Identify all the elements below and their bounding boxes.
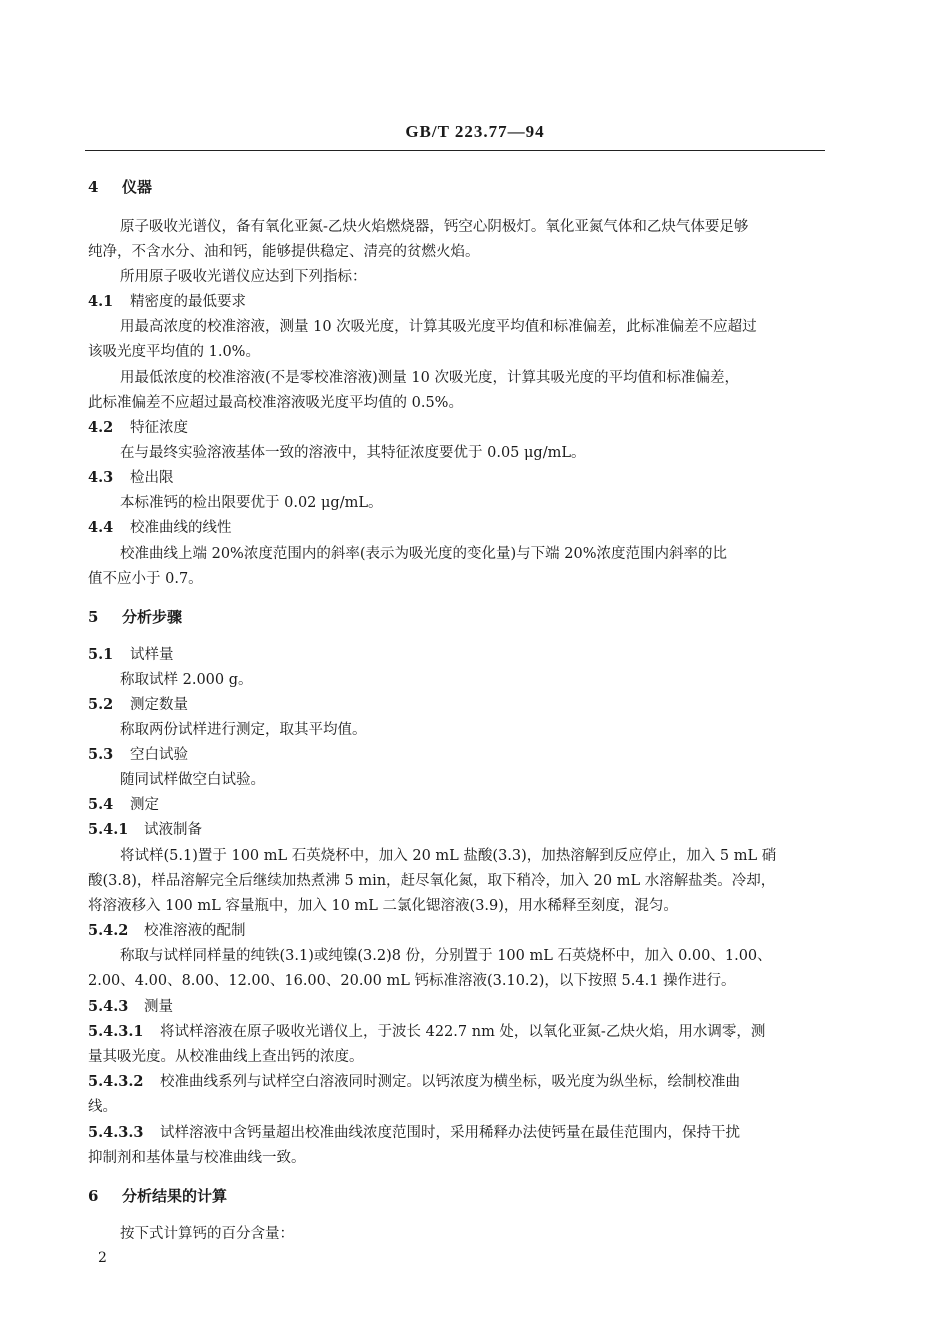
paragraph: 2.00、4.00、8.00、12.00、16.00、20.00 mL 钙标准溶液(3.10.2)，以下按照 5.4.1 操作进行。 [88,973,736,989]
section-5-4-3-1: 5.4.3.1 将试样溶液在原子吸收光谱仪上，于波长 422.7 nm 处，以氧化亚氮-乙炔火焰，用水调零，测 [88,1023,766,1040]
paragraph: 用最高浓度的校准溶液，测量 10 次吸光度，计算其吸光度平均值和标准偏差，此标准偏差不应超过 [120,319,757,335]
header-rule [85,150,825,151]
section-6-heading: 6 分析结果的计算 [88,1187,228,1205]
section-4-4-heading: 4.4 校准曲线的线性 [88,519,232,536]
page-header: GB/T 223.77—94 [405,122,545,141]
paragraph: 称取两份试样进行测定，取其平均值。 [120,722,367,738]
paragraph: 酸(3.8)，样品溶解完全后继续加热煮沸 5 min，赶尽氧化氮，取下稍冷，加入 20 mL 水溶解盐类。冷却， [88,873,776,889]
section-5-4-3-heading: 5.4.3 测量 [88,998,173,1015]
section-5-4-heading: 5.4 测定 [88,796,159,813]
paragraph: 原子吸收光谱仪，备有氧化亚氮-乙炔火焰燃烧器，钙空心阴极灯。氧化亚氮气体和乙炔气体要足够 [120,219,749,235]
section-5-4-1-heading: 5.4.1 试液制备 [88,821,202,838]
paragraph: 按下式计算钙的百分含量： [120,1226,294,1242]
paragraph: 称取试样 2.000 g。 [120,672,253,688]
section-4-1-heading: 4.1 精密度的最低要求 [88,293,246,310]
paragraph: 所用原子吸收光谱仪应达到下列指标： [120,269,367,285]
paragraph: 称取与试样同样量的纯铁(3.1)或纯镍(3.2)8 份，分别置于 100 mL 石英烧杯中，加入 0.00、1.00、 [120,948,772,964]
paragraph: 将溶液移入 100 mL 容量瓶中，加入 10 mL 二氯化锶溶液(3.9)，用水稀释至刻度，混匀。 [88,898,678,914]
paragraph: 将试样(5.1)置于 100 mL 石英烧杯中，加入 20 mL 盐酸(3.3)，加热溶解到反应停止，加入 5 mL 硝 [120,848,777,864]
paragraph: 纯净，不含水分、油和钙，能够提供稳定、清亮的贫燃火焰。 [88,244,480,260]
paragraph: 用最低浓度的校准溶液(不是零校准溶液)测量 10 次吸光度，计算其吸光度的平均值和标准偏差， [120,370,739,386]
paragraph: 校准曲线上端 20%浓度范围内的斜率(表示为吸光度的变化量)与下端 20%浓度范围内斜率的比 [120,546,727,562]
section-5-heading: 5 分析步骤 [88,608,183,626]
section-5-3-heading: 5.3 空白试验 [88,746,188,763]
paragraph: 值不应小于 0.7。 [88,571,203,587]
paragraph: 该吸光度平均值的 1.0%。 [88,344,260,360]
paragraph: 抑制剂和基体量与校准曲线一致。 [88,1150,306,1166]
section-5-4-3-3: 5.4.3.3 试样溶液中含钙量超出校准曲线浓度范围时，采用稀释办法使钙量在最佳范围内，保持干扰 [88,1124,740,1141]
paragraph: 在与最终实验溶液基体一致的溶液中，其特征浓度要优于 0.05 μg/mL。 [120,445,586,461]
paragraph: 量其吸光度。从校准曲线上查出钙的浓度。 [88,1049,364,1065]
paragraph: 本标准钙的检出限要优于 0.02 μg/mL。 [120,495,383,511]
paragraph: 此标准偏差不应超过最高校准溶液吸光度平均值的 0.5%。 [88,395,463,411]
paragraph: 线。 [88,1099,117,1115]
section-5-2-heading: 5.2 测定数量 [88,696,188,713]
section-4-2-heading: 4.2 特征浓度 [88,419,188,436]
section-4-heading: 4 仪器 [88,178,153,196]
section-5-4-2-heading: 5.4.2 校准溶液的配制 [88,922,246,939]
section-5-4-3-2: 5.4.3.2 校准曲线系列与试样空白溶液同时测定。以钙浓度为横坐标，吸光度为纵坐标，绘制校准曲 [88,1073,740,1090]
section-4-3-heading: 4.3 检出限 [88,469,174,486]
paragraph: 随同试样做空白试验。 [120,772,265,788]
section-5-1-heading: 5.1 试样量 [88,646,174,663]
page-number: 2 [98,1250,107,1266]
